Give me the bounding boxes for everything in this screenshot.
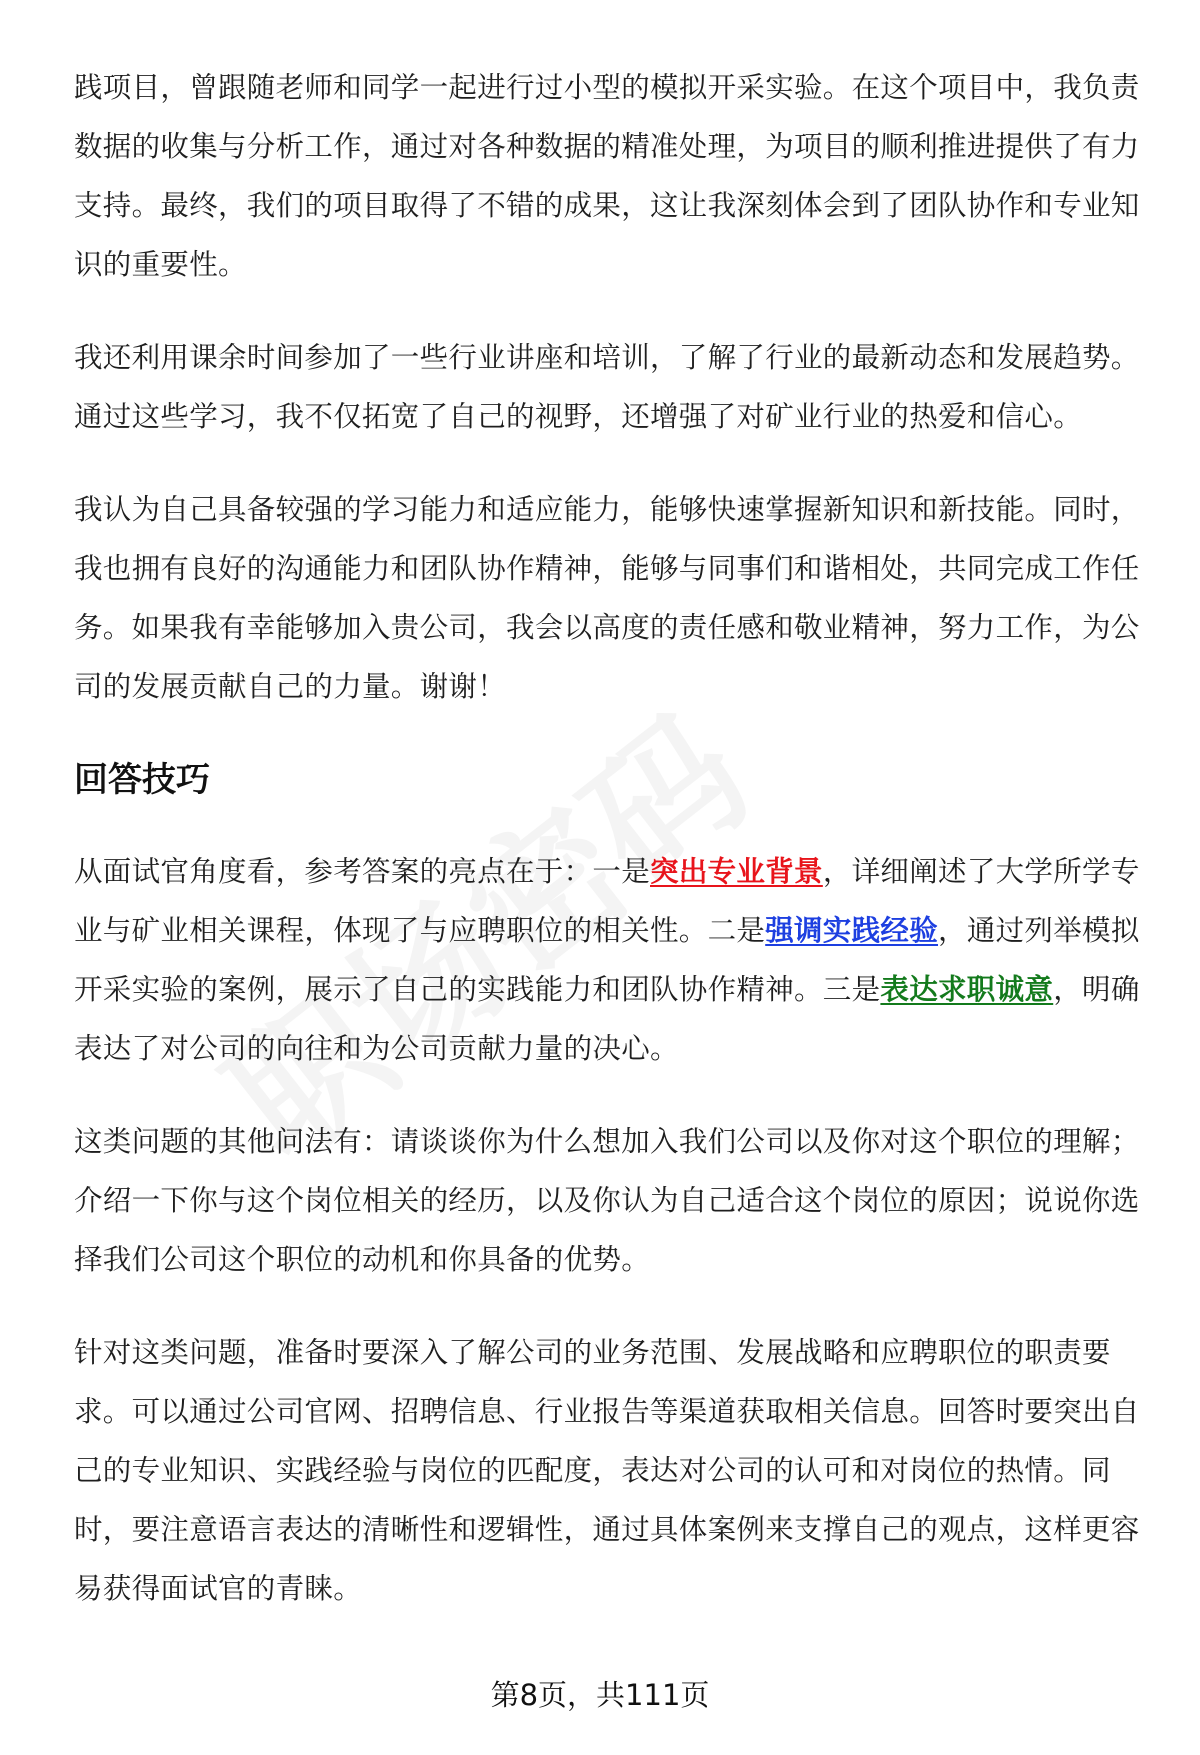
tips-paragraph [74, 842, 1146, 1078]
body-paragraph: 我认为自己具备较强的学习能力和适应能力，能够快速掌握新知识和新技能。同时，我也拥有良好的沟通能力和团队协作精神，能够与同事们和谐相处，共同完成工作任务。如果我有幸能够加入贵公司，我会以高度的责任感和敬业精神，努力工作，为公司的发展贡献自己的力量。谢谢！ [74, 493, 1140, 703]
page-number: 第8页，共111页 [490, 1678, 710, 1712]
tips-text: ，详细阐述了大学所学专业与矿业相关课程，体现了与应聘职位的相关性。二是 [74, 855, 1140, 947]
highlight-professional-background: 突出专业背景 [650, 855, 823, 888]
highlight-job-sincerity: 表达求职诚意 [880, 973, 1054, 1006]
body-paragraph: 我还利用课余时间参加了一些行业讲座和培训，了解了行业的最新动态和发展趋势。通过这些学习，我不仅拓宽了自己的视野，还增强了对矿业行业的热爱和信心。 [74, 341, 1140, 433]
tips-text: ，明确表达了对公司的向往和为公司贡献力量的决心。 [74, 973, 1140, 1065]
body-paragraph: 这类问题的其他问法有：请谈谈你为什么想加入我们公司以及你对这个职位的理解；介绍一下你与这个岗位相关的经历，以及你认为自己适合这个岗位的原因；说说你选择我们公司这个职位的动机和你具备的优势。 [74, 1125, 1140, 1276]
tips-text: ，通过列举模拟开采实验的案例，展示了自己的实践能力和团队协作精神。三是 [74, 914, 1140, 1006]
highlight-practical-experience: 强调实践经验 [765, 914, 939, 947]
section-title: 回答技巧 [74, 760, 210, 800]
body-paragraph: 践项目，曾跟随老师和同学一起进行过小型的模拟开采实验。在这个项目中，我负责数据的收集与分析工作，通过对各种数据的精准处理，为项目的顺利推进提供了有力支持。最终，我们的项目取得了不错的成果，这让我深刻体会到了团队协作和专业知识的重要性。 [74, 71, 1140, 281]
body-paragraph: 针对这类问题，准备时要深入了解公司的业务范围、发展战略和应聘职位的职责要求。可以通过公司官网、招聘信息、行业报告等渠道获取相关信息。回答时要突出自己的专业知识、实践经验与岗位的匹配度，表达对公司的认可和对岗位的热情。同时，要注意语言表达的清晰性和逻辑性，通过具体案例来支撑自己的观点，这样更容易获得面试官的青睐。 [74, 1336, 1140, 1605]
document-page [74, 58, 1146, 1652]
tips-text: 从面试官角度看，参考答案的亮点在于：一是 [74, 855, 651, 888]
